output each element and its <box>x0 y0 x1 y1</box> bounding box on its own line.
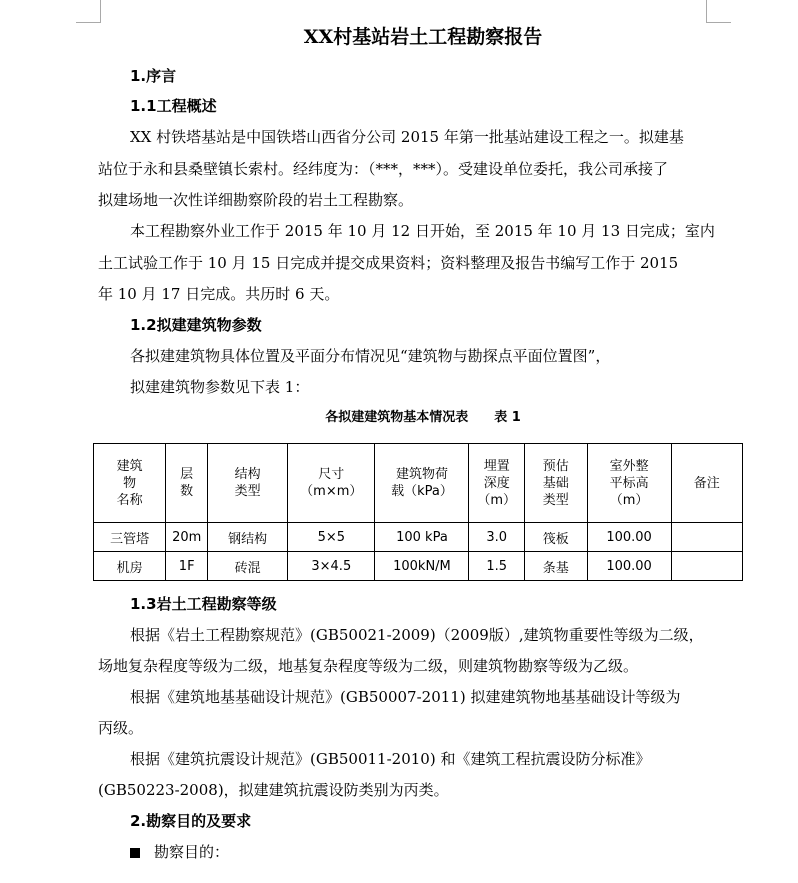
table-header-cell: 室外整 平标高 （m） <box>587 444 671 523</box>
table-cell: 机房 <box>94 552 166 581</box>
paragraph-5-line-1: 根据《岩土工程勘察规范》(GB50021-2009)（2009版）,建筑物重要性等级为二级， <box>130 626 704 644</box>
paragraph-5-line-2: 场地复杂程度等级为二级，地基复杂程度等级为二级，则建筑物勘察等级为乙级。 <box>98 657 639 675</box>
paragraph-1-line-2: 站位于永和县桑壁镇长索村。经纬度为：（***，***）。受建设单位委托，我公司承接了 <box>98 160 669 178</box>
table-cell: 5×5 <box>288 523 375 552</box>
table-header-cell: 结构 类型 <box>208 444 288 523</box>
table-header-row <box>94 444 743 523</box>
table-cell: 100kN/M <box>375 552 469 581</box>
table-cell: 100.00 <box>587 552 671 581</box>
table-cell: 1F <box>166 552 208 581</box>
table-row <box>94 523 743 552</box>
paragraph-3: 各拟建建筑物具体位置及平面分布情况见“建筑物与勘探点平面位置图”， <box>130 347 611 365</box>
paragraph-6-line-1: 根据《建筑地基基础设计规范》(GB50007-2011) 拟建建筑物地基基础设计等级为 <box>130 688 681 706</box>
heading-1-3: 1.3岩土工程勘察等级 <box>130 595 277 613</box>
paragraph-7-line-2: (GB50223-2008)，拟建建筑抗震设防类别为丙类。 <box>98 781 449 799</box>
table-cell: 1.5 <box>469 552 525 581</box>
document-title: XX村基站岩土工程勘察报告 <box>303 26 543 48</box>
table-header-cell: 层 数 <box>166 444 208 523</box>
crop-mark-top-left <box>76 0 101 23</box>
paragraph-1-line-3: 拟建场地一次性详细勘察阶段的岩土工程勘察。 <box>98 191 414 209</box>
paragraph-6-line-2: 丙级。 <box>98 719 144 737</box>
table-cell: 100.00 <box>587 523 671 552</box>
table-cell: 筏板 <box>525 523 588 552</box>
paragraph-2-line-2: 土工试验工作于 10 月 15 日完成并提交成果资料；资料整理及报告书编写工作于 2015 <box>98 254 679 272</box>
paragraph-2-line-3: 年 10 月 17 日完成。共历时 6 天。 <box>98 285 340 303</box>
table-caption: 各拟建建筑物基本情况表 表 1 <box>325 410 521 425</box>
bullet-item <box>130 842 229 862</box>
paragraph-7-line-1: 根据《建筑抗震设计规范》(GB50011-2010) 和《建筑工程抗震设防分标准》 <box>130 750 651 768</box>
paragraph-4: 拟建建筑物参数见下表 1： <box>130 378 310 396</box>
table-header-cell: 尺寸 （m×m） <box>288 444 375 523</box>
paragraph-2-line-1: 本工程勘察外业工作于 2015 年 10 月 12 日开始，至 2015 年 10 月 13 日完成；室内 <box>130 222 715 240</box>
table-cell: 砖混 <box>208 552 288 581</box>
crop-mark-top-right <box>706 0 731 23</box>
heading-1-1: 1.1工程概述 <box>130 97 217 115</box>
table-header-cell: 埋置 深度 （m） <box>469 444 525 523</box>
table-cell: 条基 <box>525 552 588 581</box>
table-header-cell: 建筑 物 名称 <box>94 444 166 523</box>
table-cell <box>671 523 742 552</box>
heading-2: 2.勘察目的及要求 <box>130 812 252 830</box>
table-header-cell: 备注 <box>671 444 742 523</box>
paragraph-1-line-1: XX 村铁塔基站是中国铁塔山西省分公司 2015 年第一批基站建设工程之一。拟建基 <box>130 128 684 146</box>
table-cell: 100 kPa <box>375 523 469 552</box>
table-cell: 3×4.5 <box>288 552 375 581</box>
table-cell: 钢结构 <box>208 523 288 552</box>
table-cell <box>671 552 742 581</box>
bullet-square-icon <box>130 848 140 858</box>
heading-1: 1.序言 <box>130 67 177 85</box>
table-header-cell: 预估 基础 类型 <box>525 444 588 523</box>
building-parameters-table <box>93 443 743 581</box>
table-cell: 3.0 <box>469 523 525 552</box>
table-cell: 20m <box>166 523 208 552</box>
heading-1-2: 1.2拟建建筑物参数 <box>130 316 262 334</box>
table-cell: 三管塔 <box>94 523 166 552</box>
table-header-cell: 建筑物荷 载（kPa） <box>375 444 469 523</box>
table-row <box>94 552 743 581</box>
bullet-item-label: 勘察目的： <box>154 843 230 861</box>
